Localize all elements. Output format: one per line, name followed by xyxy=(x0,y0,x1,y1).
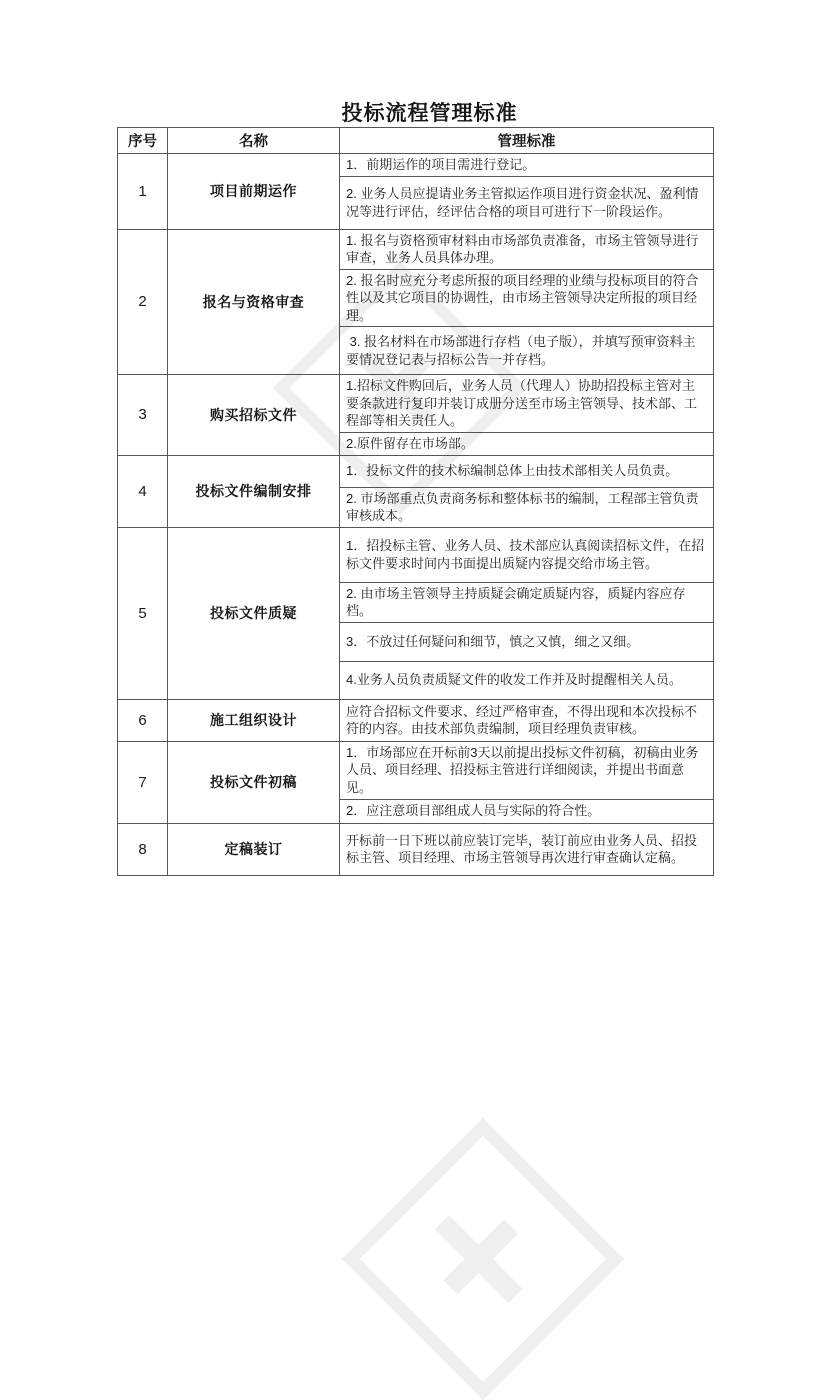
table-row xyxy=(118,375,714,433)
standard-item: 1. 报名与资格预审材料由市场部负责准备，市场主管领导进行审查，业务人员具体办理。 xyxy=(340,229,714,269)
row-name: 购买招标文件 xyxy=(168,375,340,456)
standard-item: 2. 由市场主管领导主持质疑会确定质疑内容，质疑内容应存档。 xyxy=(340,582,714,622)
row-seq: 3 xyxy=(118,375,168,456)
row-seq: 8 xyxy=(118,823,168,875)
standard-item: 2. 业务人员应提请业务主管拟运作项目进行资金状况、盈利情况等进行评估，经评估合格的项目可进行下一阶段运作。 xyxy=(340,176,714,229)
standard-item: 1．招投标主管、业务人员、技术部应认真阅读招标文件，在招标文件要求时间内书面提出质疑内容提交给市场主管。 xyxy=(340,527,714,582)
column-header-seq: 序号 xyxy=(118,128,168,154)
standard-item: 1.招标文件购回后，业务人员（代理人）协助招投标主管对主要条款进行复印并装订成册分送至市场主管领导、技术部、工程部等相关责任人。 xyxy=(340,375,714,433)
row-seq: 2 xyxy=(118,229,168,375)
table-row xyxy=(118,527,714,582)
standard-item: 2. 市场部重点负责商务标和整体标书的编制，工程部主管负责审核成本。 xyxy=(340,487,714,527)
table-row xyxy=(118,823,714,875)
row-name: 定稿装订 xyxy=(168,823,340,875)
page-title: 投标流程管理标准 xyxy=(341,102,518,125)
row-name: 项目前期运作 xyxy=(168,154,340,230)
table-row xyxy=(118,229,714,269)
row-name: 报名与资格审查 xyxy=(168,229,340,375)
standard-item: 4.业务人员负责质疑文件的收发工作并及时提醒相关人员。 xyxy=(340,661,714,699)
row-name: 施工组织设计 xyxy=(168,699,340,741)
row-name: 投标文件初稿 xyxy=(168,741,340,823)
standard-item: 开标前一日下班以前应装订完毕，装订前应由业务人员、招投标主管、项目经理、市场主管领导再次进行审查确认定稿。 xyxy=(340,823,714,875)
row-seq: 7 xyxy=(118,741,168,823)
standard-item: 3. 报名材料在市场部进行存档（电子版），并填写预审资料主要情况登记表与招标公告一并存档。 xyxy=(340,327,714,375)
table-row xyxy=(118,699,714,741)
row-seq: 6 xyxy=(118,699,168,741)
row-seq: 5 xyxy=(118,527,168,699)
standard-item: 3．不放过任何疑问和细节，慎之又慎，细之又细。 xyxy=(340,622,714,661)
table-row xyxy=(118,154,714,177)
header-row xyxy=(118,128,714,154)
row-seq: 1 xyxy=(118,154,168,230)
column-header-name: 名称 xyxy=(168,128,340,154)
row-name: 投标文件编制安排 xyxy=(168,455,340,527)
standard-item: 1．前期运作的项目需进行登记。 xyxy=(340,154,714,177)
standard-item: 1．投标文件的技术标编制总体上由技术部相关人员负责。 xyxy=(340,455,714,487)
table-row xyxy=(118,455,714,487)
standard-item: 2.原件留存在市场部。 xyxy=(340,433,714,456)
standard-item: 2. 报名时应充分考虑所报的项目经理的业绩与投标项目的符合性以及其它项目的协调性，由市场主管领导决定所报的项目经理。 xyxy=(340,269,714,327)
standards-table xyxy=(117,127,714,876)
table-row xyxy=(118,741,714,799)
column-header-standard: 管理标准 xyxy=(340,128,714,154)
row-name: 投标文件质疑 xyxy=(168,527,340,699)
standard-item: 2．应注意项目部组成人员与实际的符合性。 xyxy=(340,799,714,823)
row-seq: 4 xyxy=(118,455,168,527)
standard-item: 应符合招标文件要求、经过严格审查，不得出现和本次投标不符的内容。由技术部负责编制，项目经理负责审核。 xyxy=(340,699,714,741)
watermark-diamond-bottom-icon xyxy=(342,1118,625,1400)
standard-item: 1．市场部应在开标前3天以前提出投标文件初稿，初稿由业务人员、项目经理、招投标主管进行详细阅读，并提出书面意见。 xyxy=(340,741,714,799)
